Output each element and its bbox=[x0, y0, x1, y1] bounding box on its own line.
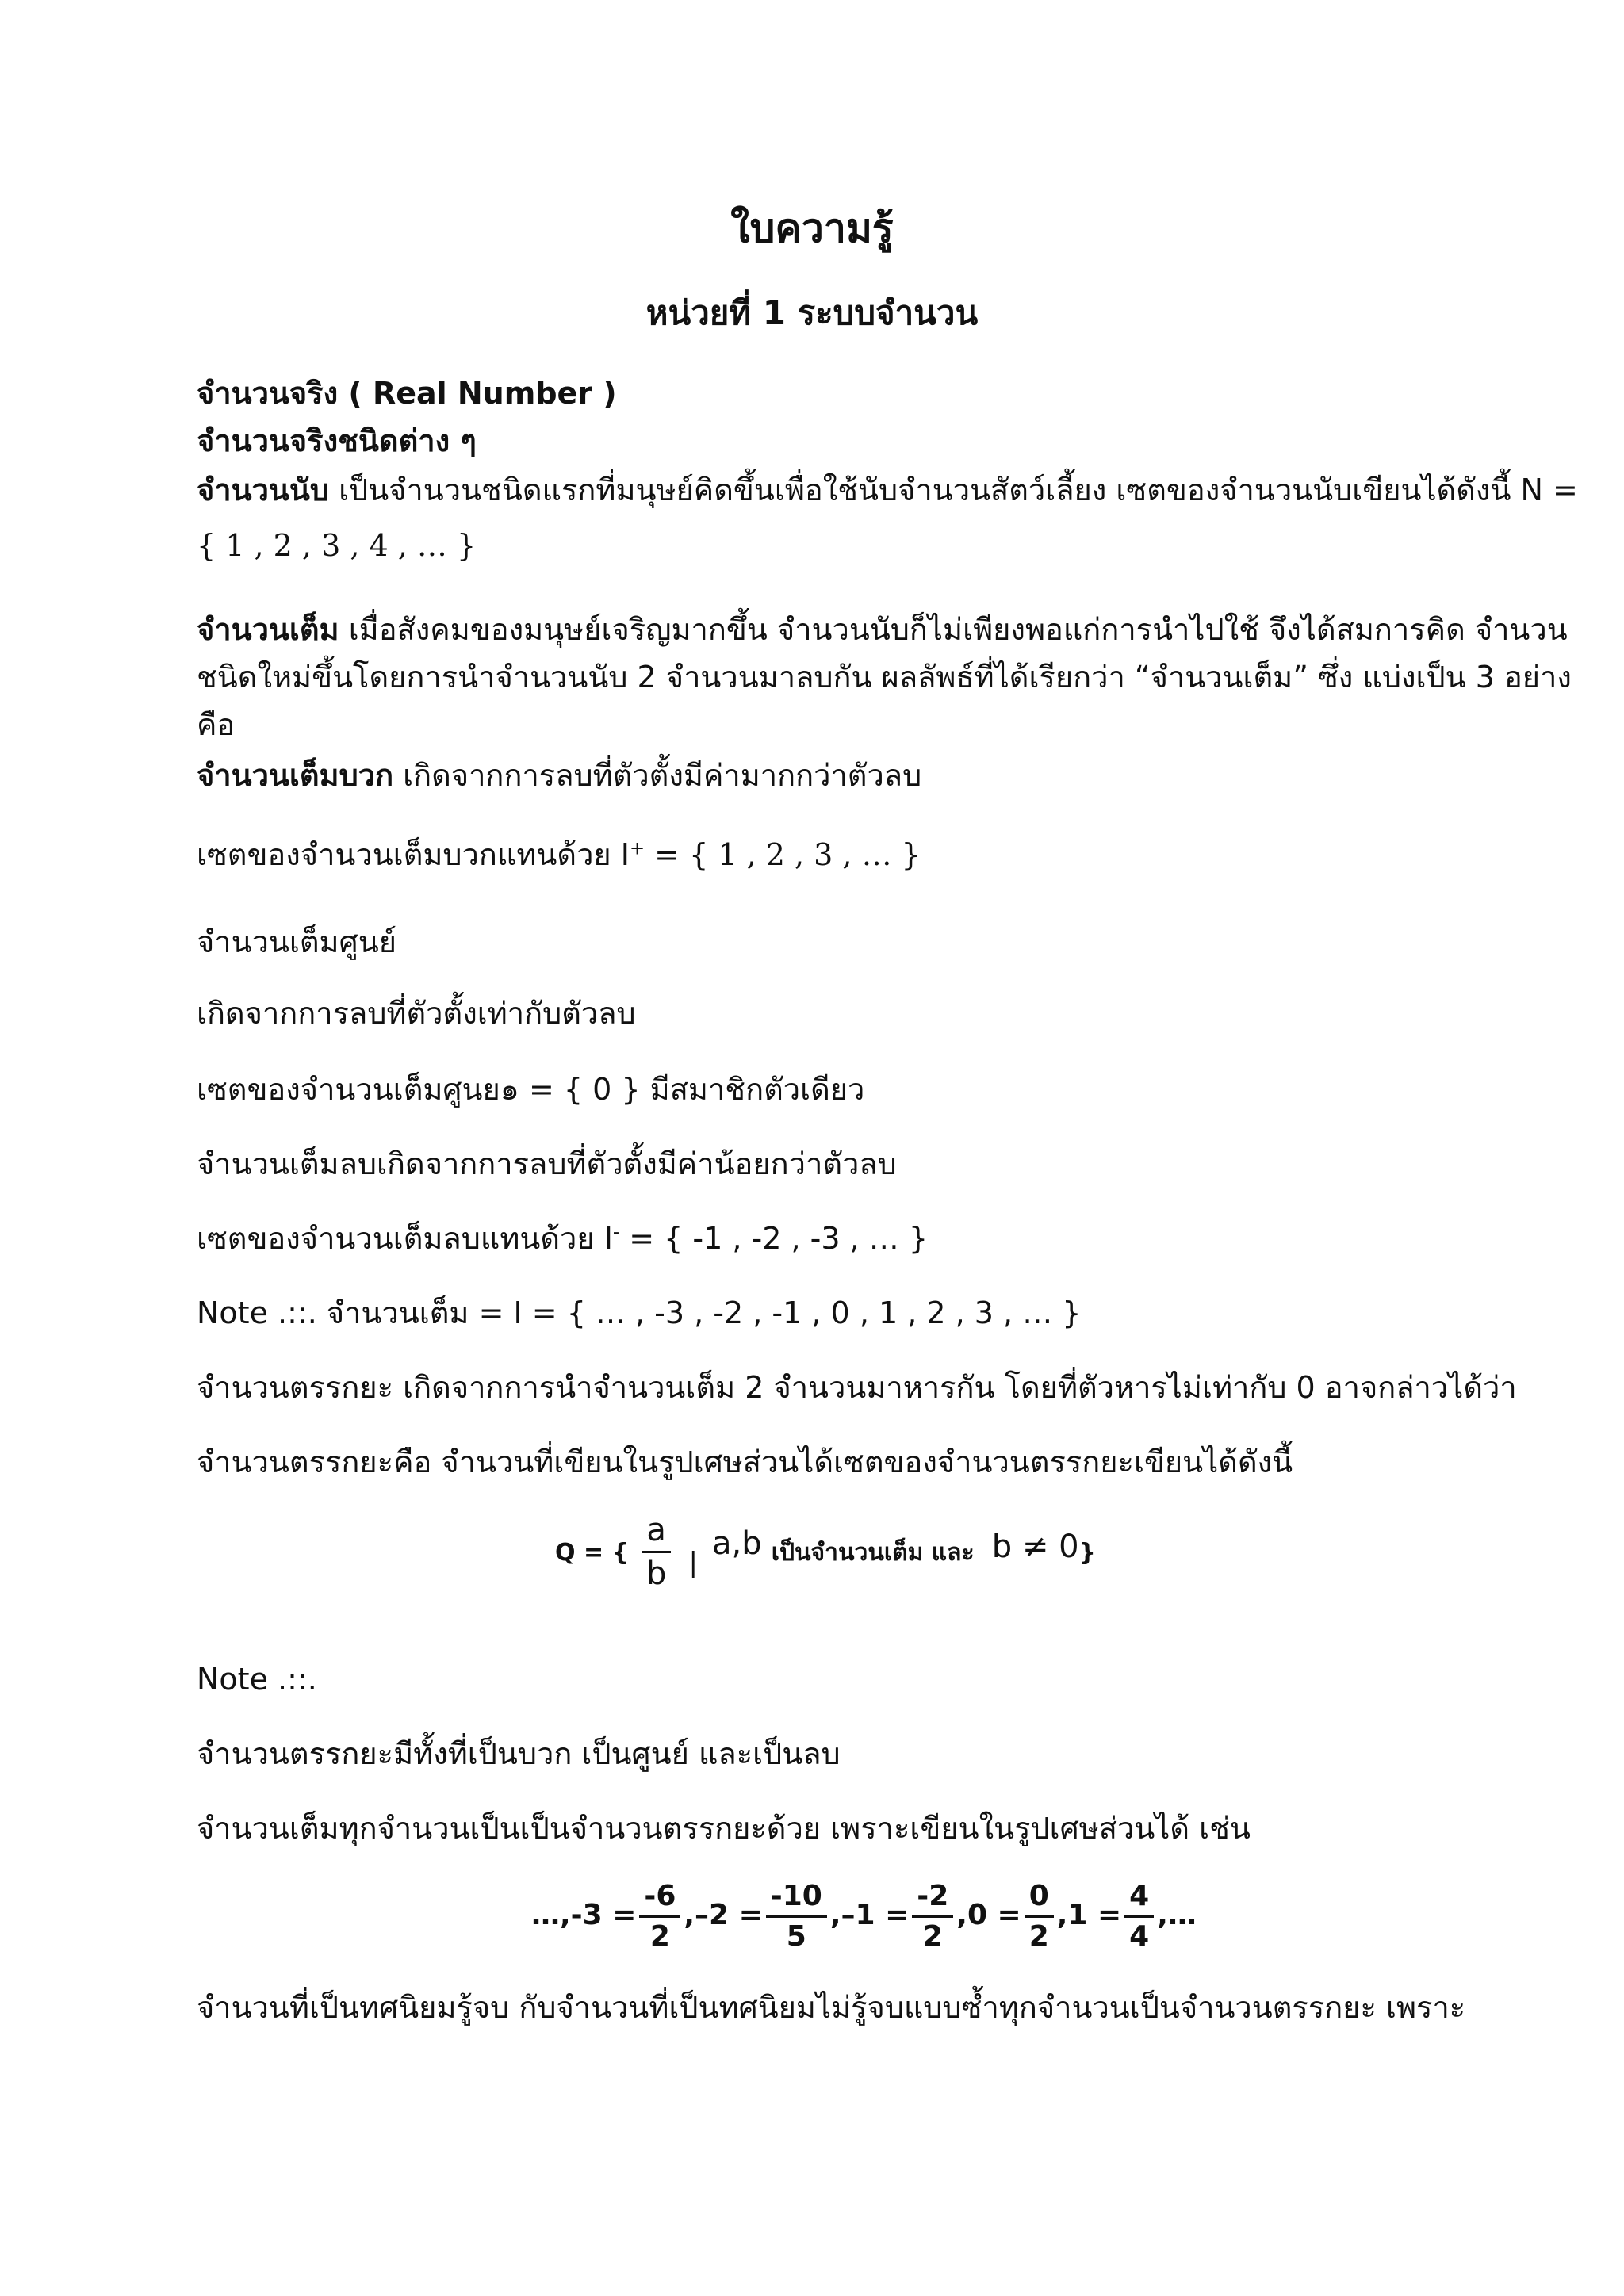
example-den-1: 2 bbox=[649, 1919, 670, 1953]
example-fraction-5 bbox=[1124, 1881, 1154, 1952]
rational-note-2: จำนวนเต็มทุกจำนวนเป็นเป็นจำนวนตรรกยะด้วย เพราะเขียนในรูปเศษส่วนได้ เช่น bbox=[197, 1811, 1251, 1846]
zero-set: เซตของจำนวนเต็มศูนย๑ = { 0 } มีสมาชิกตัวเดียว bbox=[197, 1072, 865, 1107]
example-sep-5: ,… bbox=[1157, 1899, 1197, 1932]
integer-text-1: เมื่อสังคมของมนุษย์เจริญมากขึ้น จำนวนนับก็ไม่เพียงพอแก่การนำไปใช้ จึงได้สมการคิด จำนวน bbox=[339, 612, 1568, 647]
natural-number-paragraph bbox=[197, 473, 1578, 509]
formula-fraction bbox=[642, 1513, 671, 1591]
example-den-2: 5 bbox=[786, 1919, 806, 1953]
integer-paragraph-line-1 bbox=[197, 612, 1568, 649]
page-subtitle: หน่วยที่ 1 ระบบจำนวน bbox=[645, 293, 979, 332]
zero-heading: จำนวนเต็มศูนย์ bbox=[197, 924, 396, 959]
negative-text: จำนวนเต็มลบเกิดจากการลบที่ตัวตั้งมีค่าน้อยกว่าตัวลบ bbox=[197, 1146, 897, 1181]
section-heading: จำนวนจริง ( Real Number ) bbox=[197, 376, 617, 411]
example-fraction-3 bbox=[912, 1881, 953, 1952]
example-den-3: 2 bbox=[922, 1919, 943, 1953]
rational-note-1: จำนวนตรรกยะมีทั้งที่เป็นบวก เป็นศูนย์ และเป็นลบ bbox=[197, 1736, 841, 1771]
negative-set bbox=[197, 1221, 928, 1257]
example-num-1: -6 bbox=[639, 1881, 680, 1918]
example-sep-4: ,1 = bbox=[1056, 1899, 1122, 1932]
formula-thai: เป็นจำนวนเต็ม และ bbox=[771, 1539, 975, 1567]
formula-denominator: b bbox=[645, 1556, 667, 1592]
natural-term: จำนวนนับ bbox=[197, 473, 329, 507]
example-fraction-4 bbox=[1025, 1881, 1054, 1952]
example-den-5: 4 bbox=[1129, 1919, 1150, 1953]
example-sep-1: ,–2 = bbox=[684, 1899, 763, 1932]
formula-vars: a,b bbox=[712, 1525, 762, 1562]
negative-set-suffix: = { -1 , -2 , -3 , … } bbox=[619, 1221, 929, 1256]
zero-text: เกิดจากการลบที่ตัวตั้งเท่ากับตัวลบ bbox=[197, 996, 636, 1031]
positive-text: เกิดจากการลบที่ตัวตั้งมีค่ามากกว่าตัวลบ bbox=[393, 758, 922, 793]
rational-text-1: จำนวนตรรกยะ เกิดจากการนำจำนวนเต็ม 2 จำนวนมาหารกัน โดยที่ตัวหารไม่เท่ากับ 0 อาจกล่าวได้ว่า bbox=[197, 1370, 1517, 1405]
example-fraction-1 bbox=[639, 1881, 680, 1952]
positive-set-prefix: เซตของจำนวนเต็มบวกแทนด้วย I bbox=[197, 837, 630, 872]
formula-close: } bbox=[1078, 1539, 1096, 1567]
note-rational: Note .::. bbox=[197, 1662, 317, 1697]
example-lead: …,-3 = bbox=[531, 1899, 637, 1932]
note-integer: Note .::. จำนวนเต็ม = I = { … , -3 , -2 , -1 , 0 , 1 , 2 , 3 , … } bbox=[197, 1295, 1082, 1330]
example-fraction-2 bbox=[766, 1881, 827, 1952]
example-num-3: -2 bbox=[912, 1881, 953, 1918]
integer-paragraph-line-3: คือ bbox=[197, 707, 236, 742]
formula-numerator: a bbox=[642, 1513, 671, 1553]
formula-condition: b ≠ 0 bbox=[991, 1529, 1079, 1565]
positive-set-suffix: = { 1 , 2 , 3 , … } bbox=[645, 837, 921, 872]
negative-set-sup: - bbox=[612, 1222, 620, 1243]
rational-last-line: จำนวนที่เป็นทศนิยมรู้จบ กับจำนวนที่เป็นทศนิยมไม่รู้จบแบบซ้ำทุกจำนวนเป็นจำนวนตรรกยะ เพราะ bbox=[197, 1990, 1466, 2025]
rational-text-2: จำนวนตรรกยะคือ จำนวนที่เขียนในรูปเศษส่วนได้เซตของจำนวนตรรกยะเขียนได้ดังนี้ bbox=[197, 1445, 1293, 1479]
example-sep-3: ,0 = bbox=[956, 1899, 1021, 1932]
rational-set-formula bbox=[555, 1513, 1096, 1591]
page-title: ใบความรู้ bbox=[730, 205, 894, 251]
natural-text-1: เป็นจำนวนชนิดแรกที่มนุษย์คิดขึ้นเพื่อใช้นับจำนวนสัตว์เลี้ยง เซตของจำนวนนับเขียนได้ดังนี้ N = bbox=[329, 473, 1578, 507]
integer-term: จำนวนเต็ม bbox=[197, 612, 339, 647]
example-num-2: -10 bbox=[766, 1881, 827, 1918]
formula-lhs: Q = { bbox=[555, 1539, 629, 1567]
example-num-4: 0 bbox=[1025, 1881, 1054, 1918]
positive-set-sup: + bbox=[629, 838, 645, 859]
example-den-4: 2 bbox=[1028, 1919, 1049, 1953]
example-num-5: 4 bbox=[1124, 1881, 1154, 1918]
example-formula bbox=[531, 1881, 1197, 1952]
integer-paragraph-line-2: ชนิดใหม่ขึ้นโดยการนำจำนวนนับ 2 จำนวนมาลบกัน ผลลัพธ์ที่ได้เรียกว่า “จำนวนเต็ม” ซึ่ง แบ่งเป็น 3 อย่าง bbox=[197, 660, 1572, 695]
positive-term: จำนวนเต็มบวก bbox=[197, 758, 394, 793]
formula-bar: | bbox=[688, 1547, 698, 1578]
section-subheading: จำนวนจริงชนิดต่าง ๆ bbox=[197, 423, 477, 458]
natural-set: { 1 , 2 , 3 , 4 , … } bbox=[197, 528, 477, 563]
positive-set bbox=[197, 837, 921, 874]
negative-set-prefix: เซตของจำนวนเต็มลบแทนด้วย I bbox=[197, 1221, 613, 1256]
example-sep-2: ,–1 = bbox=[829, 1899, 910, 1932]
positive-integer-paragraph bbox=[197, 758, 921, 794]
